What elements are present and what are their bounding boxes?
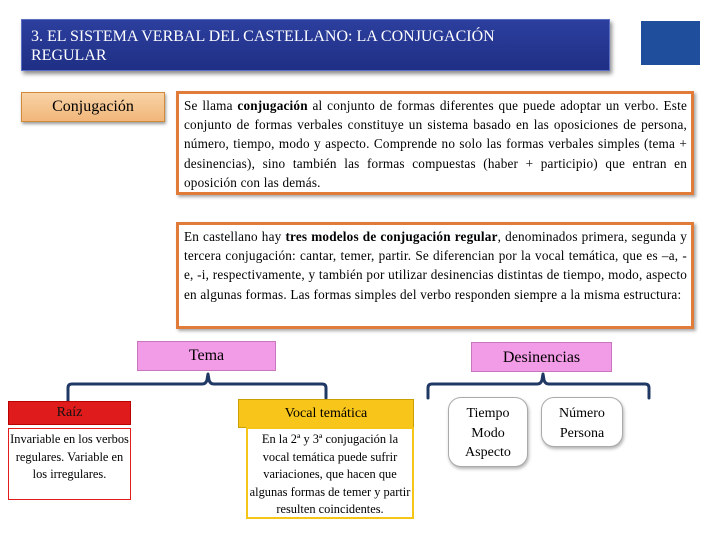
- desinencias-group-tiempo: [448, 397, 528, 467]
- definition-text-2: al conjunto de formas diferentes que puede adoptar un verbo. Este conjunto de formas verbales constituye un sistema basado en las oposiciones de persona, número, tiempo, modo y aspecto. Comprende no solo las formas verbales simples (tema + desinencias), sino también las formas compuestas (haber + participio) que entran en oposición con las demás.: [184, 98, 688, 190]
- slide-title-line1: 3. EL SISTEMA VERBAL DEL CASTELLANO: LA CONJUGACIÓN: [31, 28, 495, 45]
- slide-title-line2: REGULAR: [31, 47, 107, 64]
- definition-bold-term: conjugación: [237, 98, 308, 113]
- tema-header: Tema: [137, 341, 276, 371]
- definition-text-1: Se llama: [184, 98, 238, 113]
- desinencia-numero: Número: [559, 406, 605, 421]
- desinencia-aspecto: Aspecto: [465, 445, 511, 460]
- desinencias-bracket: [428, 374, 649, 398]
- desinencia-tiempo: Tiempo: [466, 406, 510, 421]
- desinencias-group-numero: [541, 397, 623, 447]
- raiz-label: Raíz: [8, 401, 131, 425]
- vocal-tematica-label: Vocal temática: [238, 399, 414, 428]
- desinencias-header: Desinencias: [471, 342, 612, 372]
- models-text-1: En castellano hay: [184, 229, 286, 244]
- tema-bracket: [68, 374, 326, 401]
- raiz-description: Invariable en los verbos regulares. Variable en los irregulares.: [8, 428, 131, 500]
- models-bold-term: tres modelos de conjugación regular: [285, 229, 498, 244]
- models-text-2: , denominados primera, segunda y tercera conjugación: cantar, temer, partir. Se diferencian por la vocal temática, que es –a, -e, -i, respectivamente, y también por utilizar desinencias distintas de tiempo, modo, aspecto en algunas formas. Las formas simples del verbo responden siempre a la misma estructura:: [184, 229, 688, 302]
- term-conjugacion: Conjugación: [21, 92, 165, 122]
- desinencia-modo: Modo: [471, 425, 505, 441]
- desinencia-persona: Persona: [559, 425, 605, 441]
- vocal-tematica-description: En la 2ª y 3ª conjugación la vocal temática puede sufrir variaciones, que hacen que algunas formas de temer y partir resulten coincidentes.: [246, 427, 414, 519]
